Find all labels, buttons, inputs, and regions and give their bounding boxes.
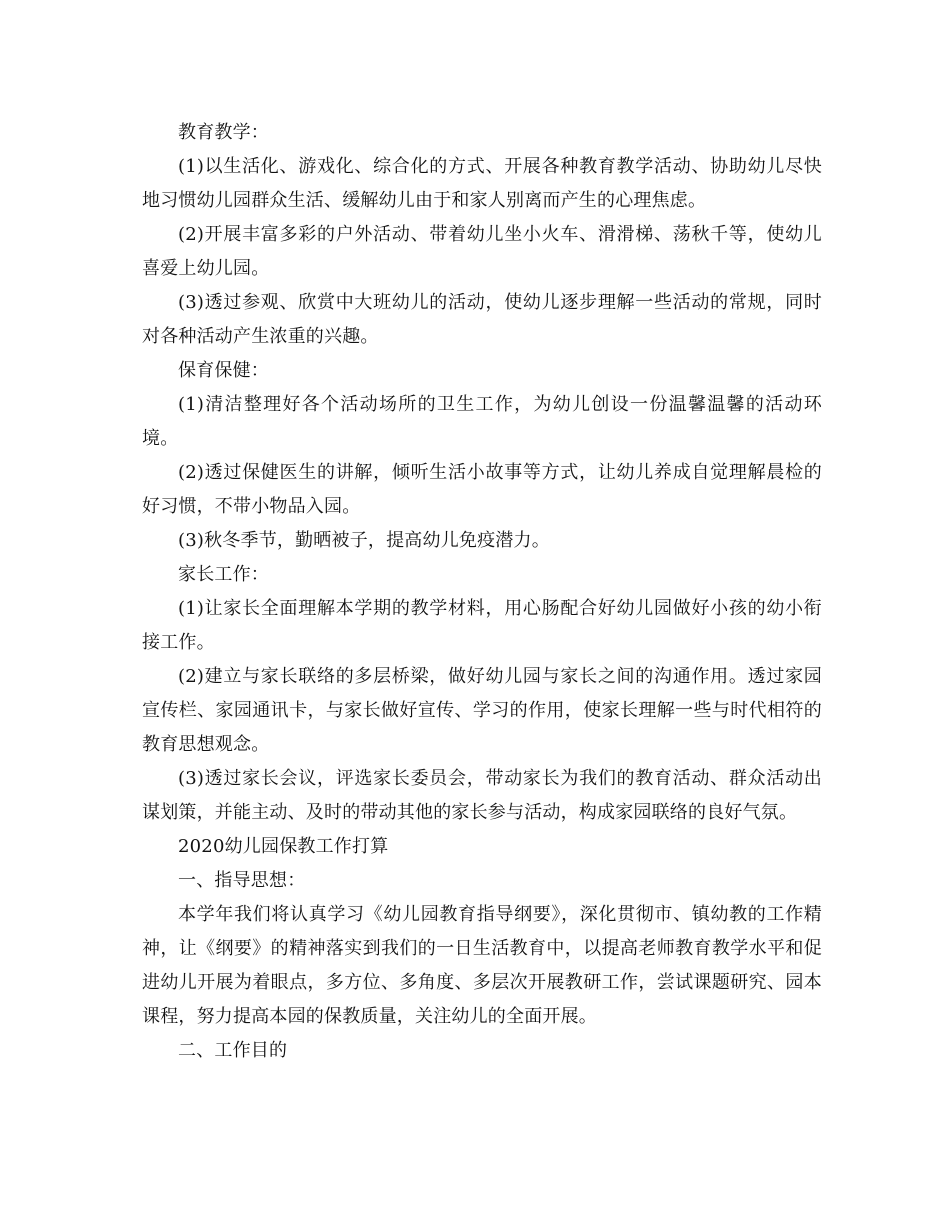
section-heading-guiding-thought: 一、指导思想： (178, 870, 306, 891)
section-heading-health: 保育保健： (178, 360, 269, 381)
teaching-item-1: (1)以生活化、游戏化、综合化的方式、开展各种教育教学活动、协助幼儿尽快地习惯幼儿园群众生活、缓解幼儿由于和家人别离而产生的心理焦虑。 (142, 156, 822, 211)
parents-item-1: (1)让家长全面理解本学期的教学材料，用心肠配合好幼儿园做好小孩的幼小衔接工作。 (142, 598, 822, 653)
health-item-3: (3)秋冬季节，勤晒被子，提高幼儿免疫潜力。 (178, 530, 550, 551)
health-item-1: (1)清洁整理好各个活动场所的卫生工作，为幼儿创设一份温馨温馨的活动环境。 (142, 394, 822, 449)
section-heading-teaching: 教育教学： (178, 122, 269, 143)
section-heading-parents: 家长工作： (178, 564, 269, 585)
guiding-thought-body: 本学年我们将认真学习《幼儿园教育指导纲要》，深化贯彻市、镇幼教的工作精神，让《纲要》的精神落实到我们的一日生活教育中，以提高老师教育教学水平和促进幼儿开展为着眼点，多方位、多角度、多层次开展教研工作，尝试课题研究、园本课程，努力提高本园的保教质量，关注幼儿的全面开展。 (142, 904, 822, 1027)
section-heading-work-goals: 二、工作目的 (178, 1040, 288, 1061)
parents-item-2: (2)建立与家长联络的多层桥梁，做好幼儿园与家长之间的沟通作用。透过家园宣传栏、家园通讯卡，与家长做好宣传、学习的作用，使家长理解一些与时代相符的教育思想观念。 (142, 666, 822, 755)
plan-title: 2020幼儿园保教工作打算 (178, 836, 389, 857)
health-item-2: (2)透过保健医生的讲解，倾听生活小故事等方式，让幼儿养成自觉理解晨检的好习惯，不带小物品入园。 (142, 462, 822, 517)
teaching-item-3: (3)透过参观、欣赏中大班幼儿的活动，使幼儿逐步理解一些活动的常规，同时对各种活动产生浓重的兴趣。 (142, 292, 822, 347)
teaching-item-2: (2)开展丰富多彩的户外活动、带着幼儿坐小火车、滑滑梯、荡秋千等，使幼儿喜爱上幼儿园。 (142, 224, 822, 279)
parents-item-3: (3)透过家长会议，评选家长委员会，带动家长为我们的教育活动、群众活动出谋划策，并能主动、及时的带动其他的家长参与活动，构成家园联络的良好气氛。 (142, 768, 822, 823)
document-body (142, 116, 822, 1068)
